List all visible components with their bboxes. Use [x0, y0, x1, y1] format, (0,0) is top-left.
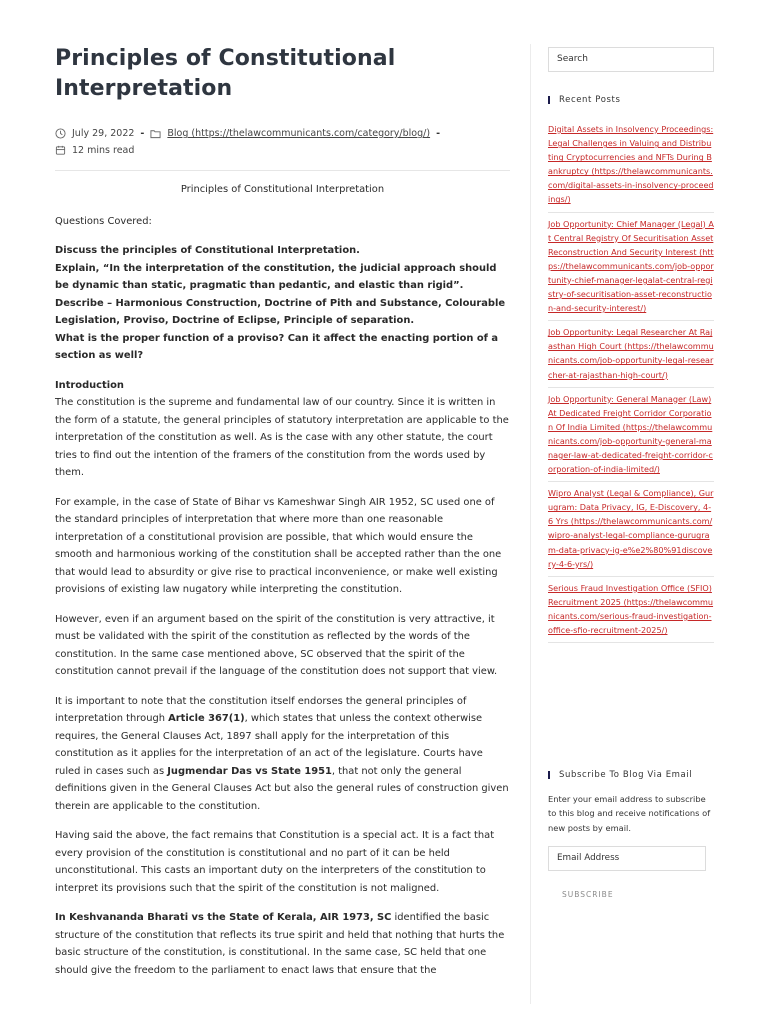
- questions-list: [55, 242, 510, 365]
- recent-posts-heading: [548, 95, 621, 105]
- page-title: [55, 44, 510, 104]
- email-field[interactable]: Email Address: [548, 846, 706, 871]
- paragraph: [55, 909, 510, 979]
- recent-post-link[interactable]: Serious Fraud Investigation Office (SFIO) Recruitment 2025 (https://thelawcommunicants.com/serious-fraud-investigation-office-sfio-recruitment-2025/): [548, 582, 714, 635]
- paragraph-text: , that not only the general definitions given in the General Clauses Act but also the general rules of construction given therein are applicable to the constitution.: [55, 765, 509, 812]
- paragraph: The constitution is the supreme and fundamental law of our country. Since it is written in the form of a statute, the general principles of statutory interpretation are applicable to the interpretation of the constitution as well. As is the case with any other statute, the court tries to find out the intention of the framers of the constitution from the words used by them.: [55, 397, 509, 478]
- question-item: Explain, “In the interpretation of the constitution, the judicial approach should be dynamic than static, pragmatic than pedantic, and elastic than rigid”.: [55, 262, 497, 291]
- meta-separator: -: [140, 128, 145, 139]
- paragraph-text: identified the basic structure of the constitution that reflects its true spirit and held that nothing that hurts the basic structure of the constitution, is constitutional. In the same case, SC held that one should give the freedom to the parliament to enact laws that ensure that the: [55, 912, 505, 976]
- recent-post-link[interactable]: Job Opportunity: Legal Researcher At Rajasthan High Court (https://thelawcommunicants.com/job-opportunity-legal-researcher-at-rajasthan-high-court/): [548, 327, 714, 380]
- paragraph: [55, 693, 510, 816]
- subscribe-button[interactable]: SUBSCRIBE: [562, 890, 614, 899]
- meta-divider: [55, 170, 510, 171]
- folder-icon: [150, 128, 161, 139]
- subscribe-description: Enter your email address to subscribe to this blog and receive notifications of new posts by email.: [548, 794, 711, 833]
- read-time: 12 mins read: [72, 145, 135, 156]
- recent-posts-title: Recent Posts: [559, 95, 621, 105]
- question-item: Describe – Harmonious Construction, Doctrine of Pith and Substance, Colourable Legislation, Proviso, Doctrine of Eclipse, Principle of separation.: [55, 297, 506, 326]
- title-line-1: Principles of Constitutional: [55, 46, 396, 71]
- bold-citation: Jugmendar Das vs State 1951: [167, 765, 332, 777]
- clock-icon: [55, 128, 66, 139]
- recent-post-link[interactable]: Job Opportunity: Chief Manager (Legal) At Central Registry Of Securitisation Asset Reconstruction And Security Interest (https://thelawcommunicants.com/job-opportunity-chief-manager-legalat-central-registry-of-securitisation-asset-reconstruction-and-security-interest/): [548, 218, 714, 314]
- paragraph: Having said the above, the fact remains that Constitution is a special act. It is a fact that every provision of the constitution is constitutional and no part of it can be held unconstitutional. This casts an important duty on the interpreters of the constitution to interpret its provisions such that the spirit of the constitution is not maligned.: [55, 830, 495, 894]
- question-item: Discuss the principles of Constitutional Interpretation.: [55, 245, 360, 256]
- subscribe-title: Subscribe To Blog Via Email: [559, 770, 693, 780]
- heading-accent-bar: [548, 771, 550, 779]
- list-item: [548, 324, 714, 387]
- subscribe-heading: [548, 770, 692, 780]
- list-item: [548, 485, 714, 577]
- search-input[interactable]: Search: [548, 47, 714, 72]
- paragraph: However, even if an argument based on the spirit of the constitution is very attractive, it must be validated with the spirit of the constitution as reflected by the words of the constitution. In the same case mentioned above, SC observed that the spirit of the constitution cannot prevail if the language of the constitution does not support that view.: [55, 613, 498, 677]
- article-body: [55, 181, 510, 991]
- recent-post-link[interactable]: Job Opportunity: General Manager (Law) At Dedicated Freight Corridor Corporation Of India Limited (https://thelawcommunicants.com/job-opportunity-general-manager-law-at-dedicated-freight-corridor-corporation-of-india-limited/): [548, 393, 713, 475]
- paragraph: For example, in the case of State of Bihar vs Kameshwar Singh AIR 1952, SC used one of the standard principles of interpretation that where more than one reasonable interpretation of a constitutional provision are possible, that which would ensure the smooth and harmonious working of the constitution shall be accepted rather than the one that would lead to absurdity or give rise to practical inconvenience, or make well existing provisions of existing law nugatory while interpreting the constitution.: [55, 496, 502, 595]
- post-date: July 29, 2022: [72, 128, 135, 139]
- bold-citation: Article 367(1): [168, 713, 245, 724]
- list-item: [548, 580, 714, 643]
- category-link[interactable]: Blog (https://thelawcommunicants.com/category/blog/): [167, 128, 431, 139]
- question-item: What is the proper function of a proviso? Can it affect the enacting portion of a section as well?: [55, 332, 499, 361]
- paragraph-text: It is important to note that the constitution itself endorses the general principles of interpretation through: [55, 695, 467, 724]
- article-subtitle: Principles of Constitutional Interpretation: [180, 184, 385, 195]
- list-item: [548, 391, 714, 483]
- questions-covered-label: Questions Covered:: [55, 215, 152, 227]
- post-meta: [55, 126, 510, 158]
- column-divider: [530, 44, 531, 1004]
- list-item: [548, 216, 714, 322]
- hourglass-icon: [55, 145, 66, 156]
- heading-accent-bar: [548, 96, 550, 104]
- title-line-2: Interpretation: [55, 76, 233, 101]
- recent-posts-list: [548, 121, 714, 646]
- recent-post-link[interactable]: Digital Assets in Insolvency Proceedings: Legal Challenges in Valuing and Distributing Cryptocurrencies and NFTs During Bankruptcy (https://thelawcommunicants.com/digital-assets-in-insolvency-proceedings/): [548, 124, 714, 205]
- section-heading-introduction: Introduction: [55, 379, 124, 391]
- meta-separator: -: [436, 128, 441, 139]
- bold-citation: In Keshvananda Bharati vs the State of Kerala, AIR 1973, SC: [55, 912, 392, 923]
- list-item: [548, 121, 714, 213]
- recent-post-link[interactable]: Wipro Analyst (Legal & Compliance), Gurugram: Data Privacy, IG, E-Discovery, 4-6 Yrs (https://thelawcommunicants.com/wipro-analyst-legal-compliance-gurugram-data-privacy-ig-e%e2%80%91discovery-4-6-yrs/): [548, 488, 714, 569]
- paragraph-text: , which states that unless the context otherwise requires, the General Clauses Act, 1897 shall apply for the interpretation of this constitution as it applies for the interpretation of an act of the legislature. Courts have ruled in cases such as: [55, 713, 483, 777]
